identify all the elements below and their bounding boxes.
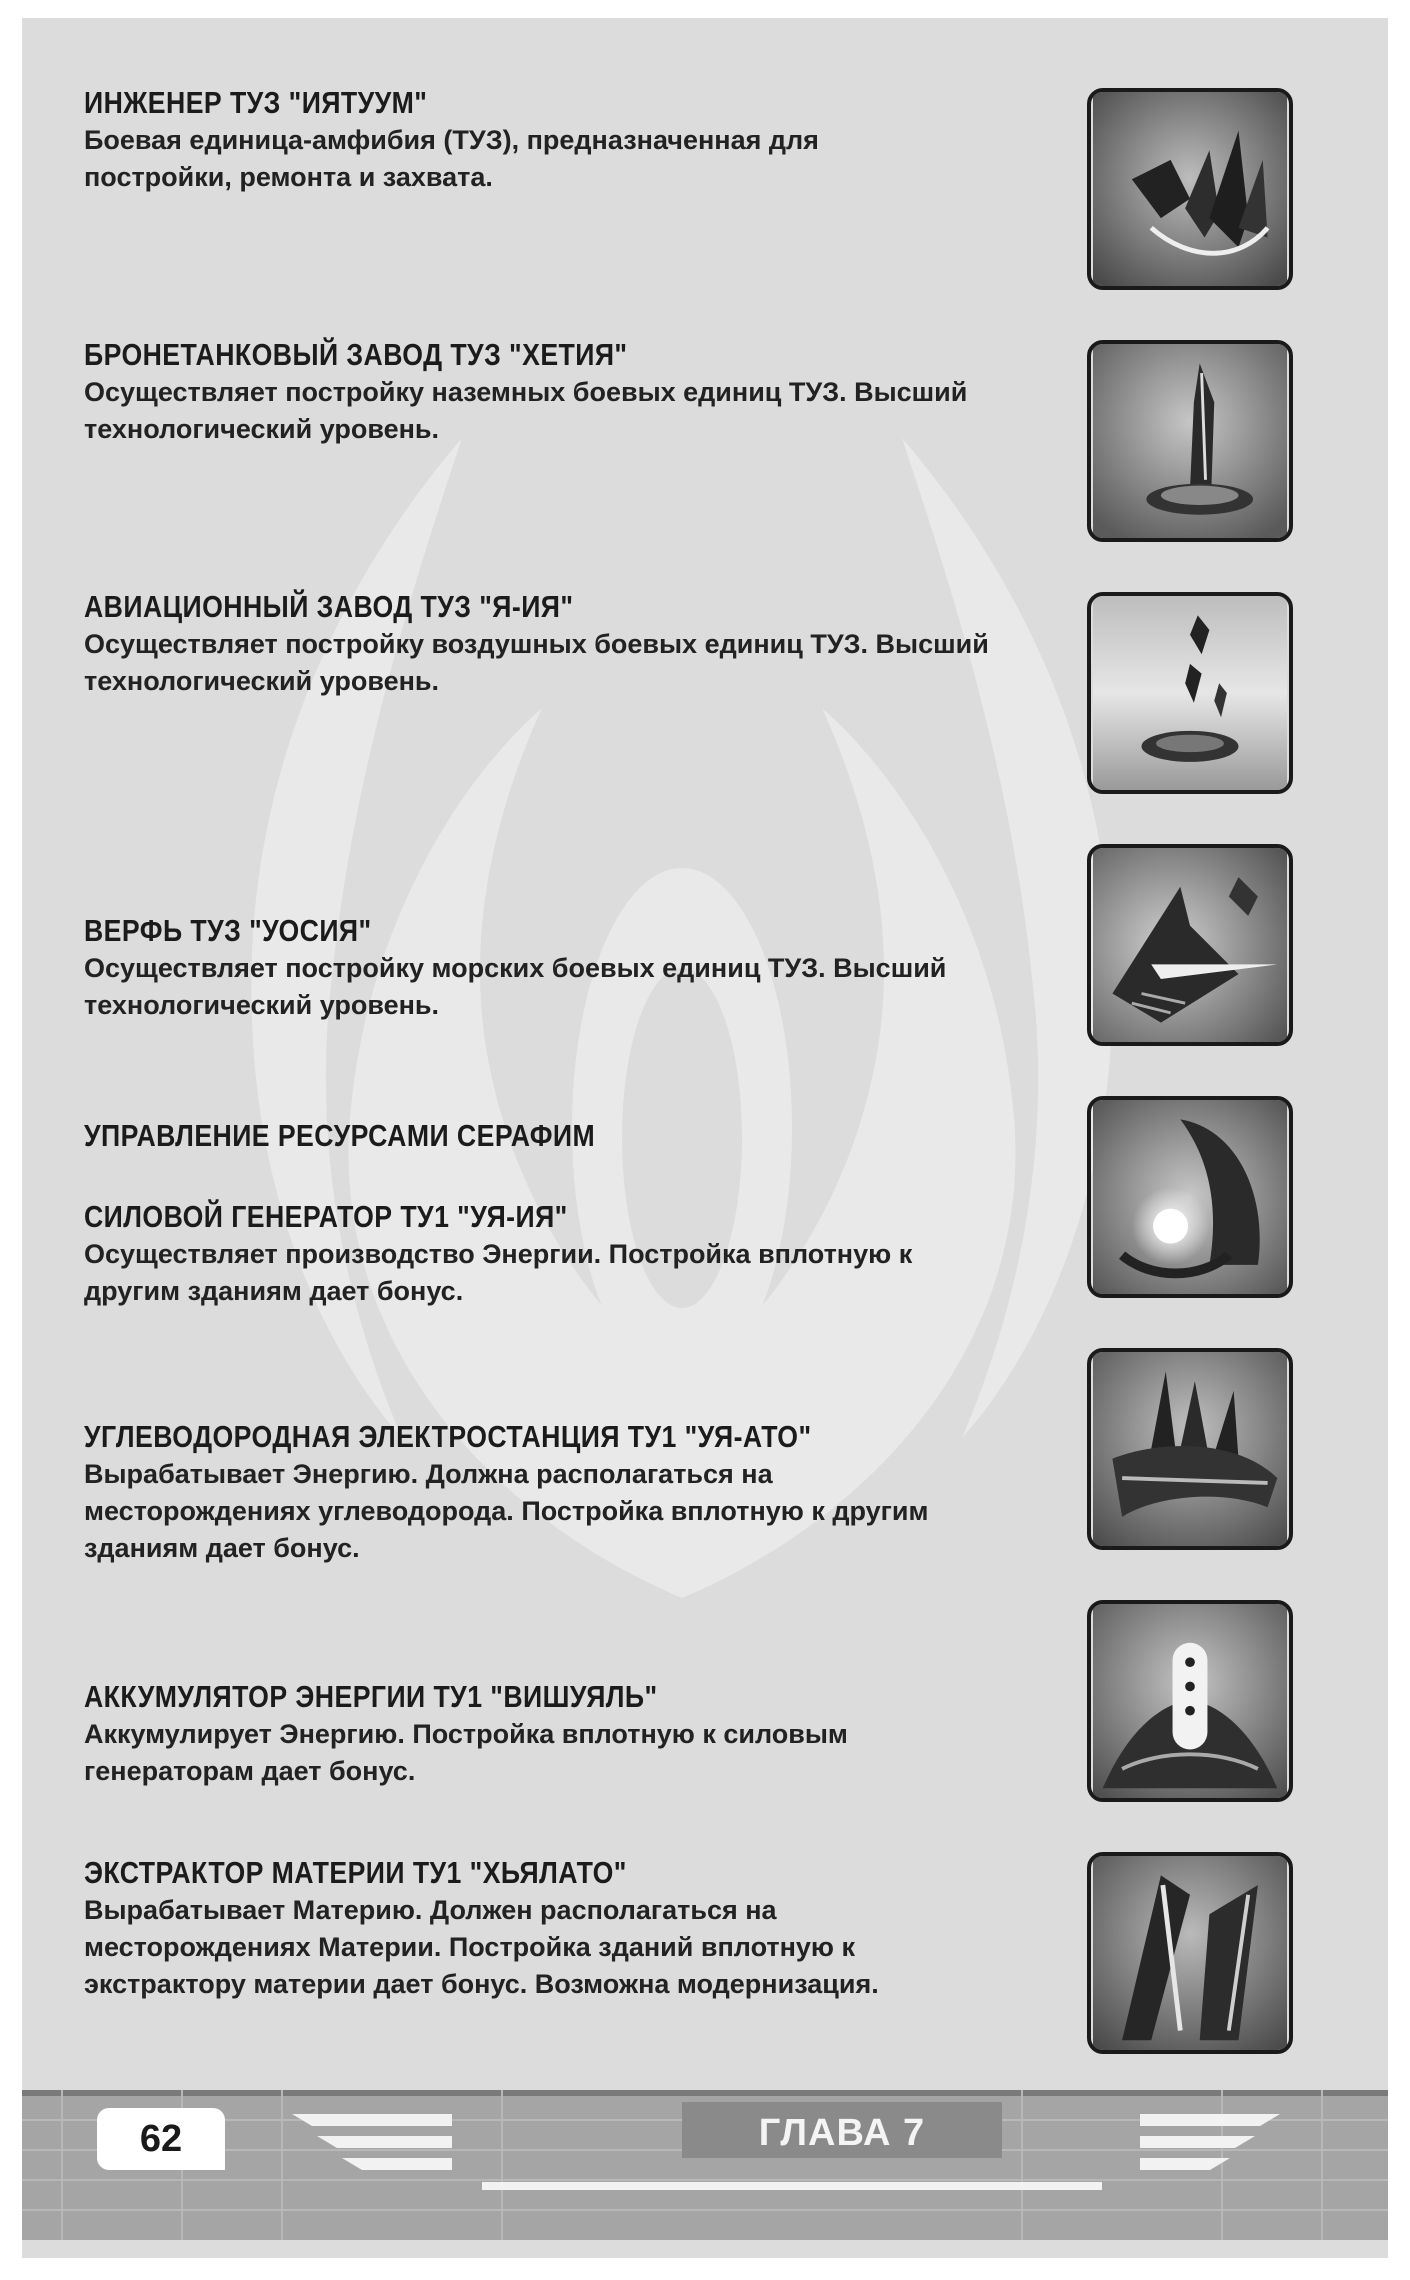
entry-line: другим зданиям дает бонус. (84, 1276, 464, 1306)
entry-air-factory (84, 588, 1084, 700)
entry-line: постройки, ремонта и захвата. (84, 162, 493, 192)
entry-hydrocarbon-plant (84, 1418, 1084, 1567)
entry-line: месторождениях углеводорода. Постройка вплотную к другим (84, 1496, 929, 1526)
entry-line: технологический уровень. (84, 666, 440, 696)
entry-line: Осуществляет постройку воздушных боевых единиц ТУЗ. Высший (84, 629, 989, 659)
section-title: УПРАВЛЕНИЕ РЕСУРСАМИ СЕРАФИМ (84, 1118, 596, 1153)
seraphim-emblem-watermark (22, 18, 1388, 2118)
entry-mass-extractor (84, 1854, 1084, 2003)
entry-line: технологический уровень. (84, 990, 440, 1020)
entry-title: АККУМУЛЯТОР ЭНЕРГИИ ТУ1 "ВИШУЯЛЬ" (84, 1679, 658, 1714)
entry-title: ВЕРФЬ ТУЗ "УОСИЯ" (84, 913, 372, 948)
air-factory-icon (1087, 592, 1293, 794)
entry-title: БРОНЕТАНКОВЫЙ ЗАВОД ТУЗ "ХЕТИЯ" (84, 337, 628, 372)
entry-naval-factory (84, 912, 1084, 1024)
power-generator-icon (1087, 1096, 1293, 1298)
naval-factory-icon (1087, 844, 1293, 1046)
engineer-unit-icon (1087, 88, 1293, 290)
entry-line: технологический уровень. (84, 414, 440, 444)
entry-energy-storage (84, 1678, 1084, 1790)
entry-engineer (84, 84, 1084, 196)
entry-title: СИЛОВОЙ ГЕНЕРАТОР ТУ1 "УЯ-ИЯ" (84, 1199, 568, 1234)
entry-land-factory (84, 336, 1084, 448)
entry-line: Аккумулирует Энергию. Постройка вплотную к силовым (84, 1719, 848, 1749)
chapter-label: ГЛАВА 7 (758, 2112, 926, 2154)
land-factory-icon (1087, 340, 1293, 542)
hydrocarbon-plant-icon (1087, 1348, 1293, 1550)
page-footer (22, 2090, 1388, 2240)
entry-line: генераторам дает бонус. (84, 1756, 416, 1786)
entry-title: АВИАЦИОННЫЙ ЗАВОД ТУЗ "Я-ИЯ" (84, 589, 574, 624)
entry-line: Вырабатывает Энергию. Должна располагаться на (84, 1459, 773, 1489)
entry-line: экстрактору материи дает бонус. Возможна модернизация. (84, 1969, 879, 1999)
entry-line: Осуществляет постройку наземных боевых единиц ТУЗ. Высший (84, 377, 968, 407)
energy-storage-icon (1087, 1600, 1293, 1802)
entry-line: месторождениях Материи. Постройка зданий вплотную к (84, 1932, 856, 1962)
entry-line: зданиям дает бонус. (84, 1533, 360, 1563)
entry-title: ИНЖЕНЕР ТУЗ "ИЯТУУМ" (84, 85, 428, 120)
page-number: 62 (97, 2108, 225, 2170)
entry-line: Вырабатывает Материю. Должен располагаться на (84, 1895, 777, 1925)
entry-title: ЭКСТРАКТОР МАТЕРИИ ТУ1 "ХЬЯЛАТО" (84, 1855, 627, 1890)
entry-line: Осуществляет постройку морских боевых единиц ТУЗ. Высший (84, 953, 947, 983)
mass-extractor-icon (1087, 1852, 1293, 2054)
entry-power-generator (84, 1198, 1084, 1310)
entry-line: Осуществляет производство Энергии. Постройка вплотную к (84, 1239, 913, 1269)
entry-title: УГЛЕВОДОРОДНАЯ ЭЛЕКТРОСТАНЦИЯ ТУ1 "УЯ-АТО" (84, 1419, 812, 1454)
entry-line: Боевая единица-амфибия (ТУЗ), предназначенная для (84, 125, 819, 155)
